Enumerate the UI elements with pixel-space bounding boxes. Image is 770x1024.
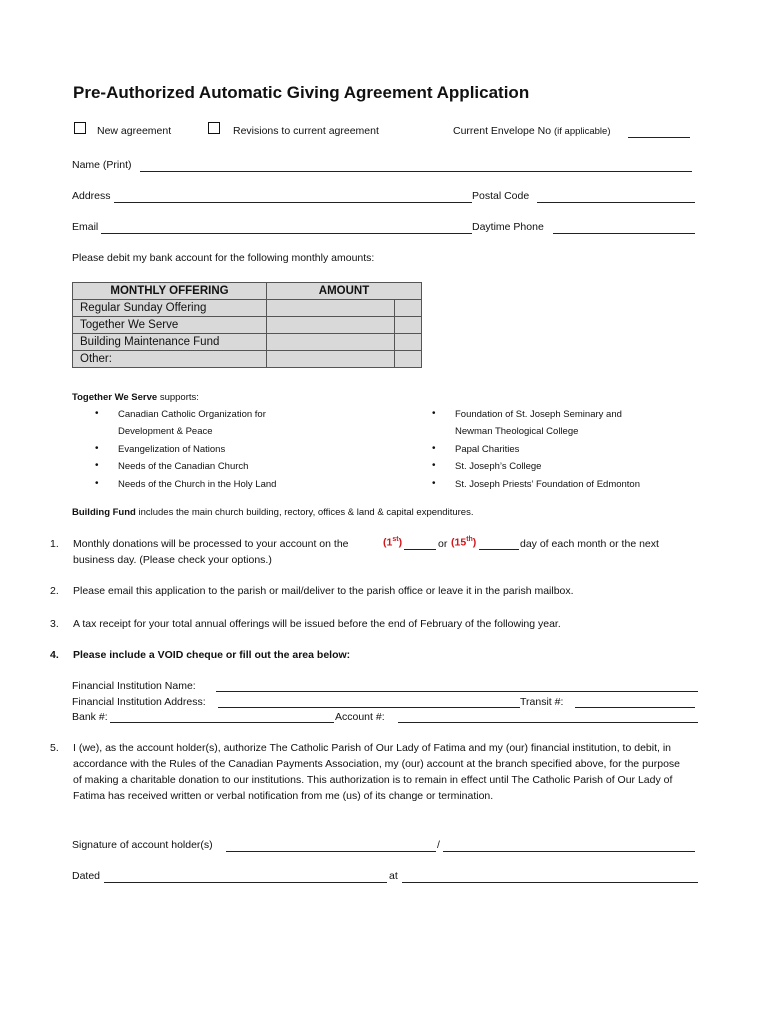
fifteenth-day-field[interactable] xyxy=(479,549,519,550)
item-1-text: Monthly donations will be processed to your account on the xyxy=(73,538,349,550)
dated-label: Dated xyxy=(72,870,101,882)
item-number: 2. xyxy=(50,585,59,597)
cents-cell[interactable] xyxy=(395,317,422,334)
list-item: Foundation of St. Joseph Seminary and xyxy=(455,409,622,420)
list-item: Evangelization of Nations xyxy=(118,444,226,455)
bank-label: Bank #: xyxy=(72,711,108,723)
transit-label: Transit #: xyxy=(520,696,564,708)
amount-cell[interactable] xyxy=(267,317,395,334)
signature-field-1[interactable] xyxy=(226,851,436,852)
name-label: Name (Print) xyxy=(72,159,132,171)
address-label: Address xyxy=(72,190,111,202)
col-amount: AMOUNT xyxy=(267,283,422,300)
item-number: 3. xyxy=(50,618,59,630)
transit-field[interactable] xyxy=(575,707,695,708)
item-number: 1. xyxy=(50,538,59,550)
table-row xyxy=(73,351,422,368)
fin-address-label: Financial Institution Address: xyxy=(72,696,206,708)
item-1-text-cont: day of each month or the next xyxy=(520,538,659,550)
table-row xyxy=(73,317,422,334)
bullet-icon: • xyxy=(95,443,99,454)
first-day-option[interactable]: (1st) xyxy=(383,536,403,549)
or-label: or xyxy=(438,538,448,550)
table-header-row xyxy=(73,283,422,300)
fin-address-field[interactable] xyxy=(218,707,520,708)
account-label: Account #: xyxy=(335,711,385,723)
revisions-label: Revisions to current agreement xyxy=(233,125,379,137)
table-row xyxy=(73,334,422,351)
building-fund-note: Building Fund includes the main church building, rectory, offices & land & capital expenditures. xyxy=(72,507,474,518)
name-field[interactable] xyxy=(140,171,692,172)
bullet-icon: • xyxy=(432,408,436,419)
list-item: Needs of the Church in the Holy Land xyxy=(118,479,277,490)
table-row xyxy=(73,300,422,317)
bank-field[interactable] xyxy=(110,722,334,723)
account-field[interactable] xyxy=(398,722,698,723)
item-1-text-line2: business day. (Please check your options.) xyxy=(73,554,272,566)
list-item: St. Joseph’s College xyxy=(455,461,542,472)
col-monthly-offering: MONTHLY OFFERING xyxy=(73,283,267,300)
cents-cell[interactable] xyxy=(395,334,422,351)
bullet-icon: • xyxy=(95,408,99,419)
bullet-icon: • xyxy=(432,443,436,454)
amount-cell[interactable] xyxy=(267,334,395,351)
daytime-phone-field[interactable] xyxy=(553,233,695,234)
at-label: at xyxy=(389,870,398,882)
bullet-icon: • xyxy=(95,460,99,471)
signature-field-2[interactable] xyxy=(443,851,695,852)
list-item: Papal Charities xyxy=(455,444,520,455)
postal-code-field[interactable] xyxy=(537,202,695,203)
bullet-icon: • xyxy=(95,478,99,489)
postal-code-label: Postal Code xyxy=(472,190,530,202)
new-agreement-label: New agreement xyxy=(97,125,172,137)
first-day-field[interactable] xyxy=(404,549,436,550)
date-field[interactable] xyxy=(104,882,387,883)
tws-heading: Together We Serve supports: xyxy=(72,392,199,403)
cents-cell[interactable] xyxy=(395,300,422,317)
list-item: Development & Peace xyxy=(118,426,213,437)
item-3-text: A tax receipt for your total annual offerings will be issued before the end of February of the following year. xyxy=(73,618,561,630)
list-item: Needs of the Canadian Church xyxy=(118,461,249,472)
row-label: Together We Serve xyxy=(73,317,267,334)
location-field[interactable] xyxy=(402,882,698,883)
address-field[interactable] xyxy=(114,202,472,203)
item-2-text: Please email this application to the parish or mail/deliver to the parish office or leave it in the parish mailbox. xyxy=(73,585,574,597)
signature-slash: / xyxy=(437,839,440,851)
signature-label: Signature of account holder(s) xyxy=(72,839,213,851)
fin-name-label: Financial Institution Name: xyxy=(72,680,196,692)
item-number: 4. xyxy=(50,649,59,661)
item-4-text: Please include a VOID cheque or fill out the area below: xyxy=(73,649,351,661)
bullet-icon: • xyxy=(432,460,436,471)
daytime-phone-label: Daytime Phone xyxy=(472,221,544,233)
fin-name-field[interactable] xyxy=(216,691,698,692)
list-item: Newman Theological College xyxy=(455,426,579,437)
envelope-label: Current Envelope No (if applicable) xyxy=(453,125,611,137)
row-label: Building Maintenance Fund xyxy=(73,334,267,351)
offering-table xyxy=(72,282,422,368)
debit-intro: Please debit my bank account for the following monthly amounts: xyxy=(72,252,375,264)
envelope-field[interactable] xyxy=(628,137,690,138)
row-label: Other: xyxy=(73,351,267,368)
row-label: Regular Sunday Offering xyxy=(73,300,267,317)
email-label: Email xyxy=(72,221,99,233)
item-5-text: I (we), as the account holder(s), authorize The Catholic Parish of Our Lady of Fatima and my (our) financial institution, to debit, in accordance with the Rules of the Canadian Payments Association, my (our) account at the branch specified above, for the purpose of making a charitable donation to our institutions. This authorization is to remain in effect until The Catholic Parish of Our Lady of Fatima has received written or verbal notification from me (us) of its change or termination. xyxy=(73,742,681,802)
new-agreement-checkbox[interactable] xyxy=(74,122,86,134)
amount-cell[interactable] xyxy=(267,300,395,317)
cents-cell[interactable] xyxy=(395,351,422,368)
bullet-icon: • xyxy=(432,478,436,489)
amount-cell[interactable] xyxy=(267,351,395,368)
list-item: St. Joseph Priests’ Foundation of Edmonton xyxy=(455,479,641,490)
email-field[interactable] xyxy=(101,233,472,234)
page-title: Pre-Authorized Automatic Giving Agreement Application xyxy=(73,83,530,102)
revisions-checkbox[interactable] xyxy=(208,122,220,134)
item-number: 5. xyxy=(50,742,59,754)
list-item: Canadian Catholic Organization for xyxy=(118,409,266,420)
fifteenth-day-option[interactable]: (15th) xyxy=(451,536,477,549)
